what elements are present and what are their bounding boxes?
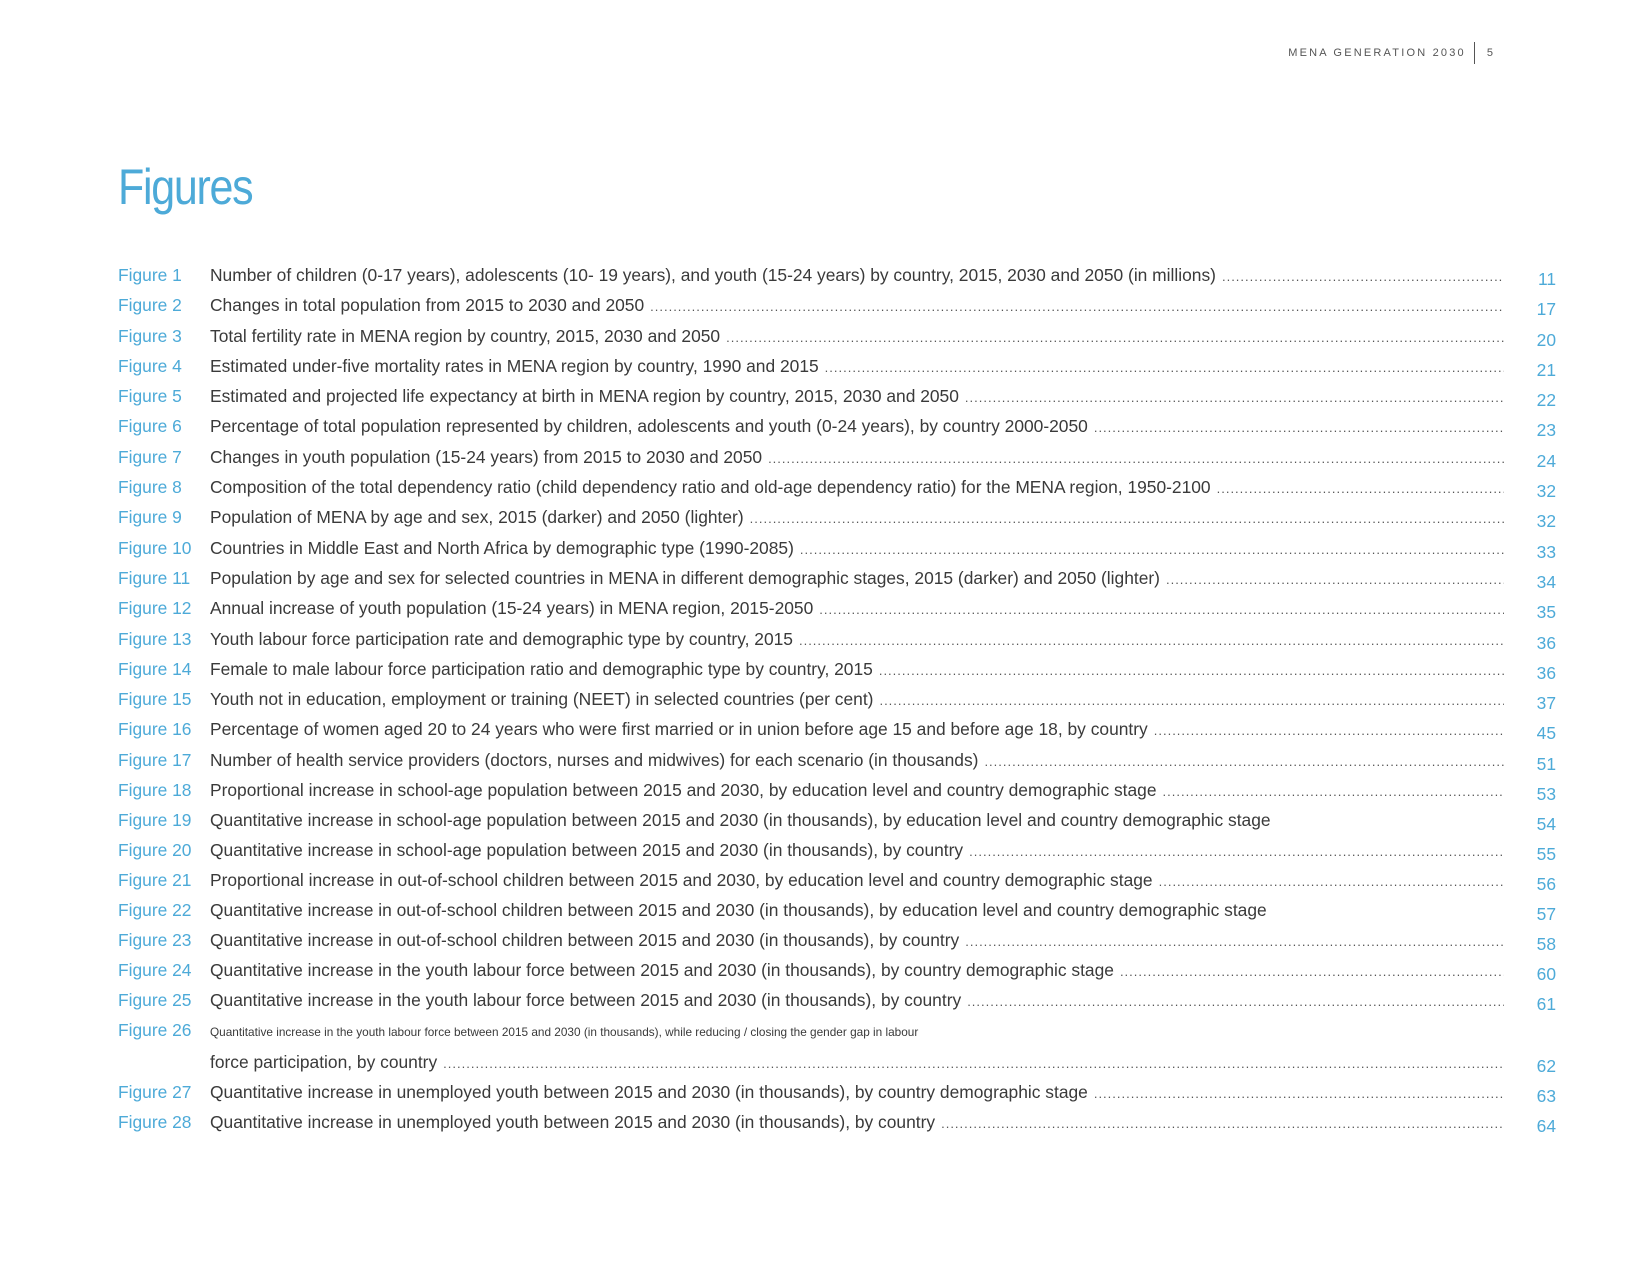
figure-title-wrap: [210, 322, 1504, 352]
figure-title: Percentage of women aged 20 to 24 years who were first married or in union before age 15 and before age 18, by country: [210, 719, 1148, 740]
figure-title-line-2: force participation, by country: [210, 1051, 438, 1072]
figure-page-number: 54: [1536, 814, 1556, 835]
figure-entry[interactable]: [118, 746, 1556, 776]
figure-title-line-1: Quantitative increase in the youth labour force between 2015 and 2030 (in thousands), while reducing / closing the gender gap in labour: [210, 1025, 919, 1040]
dot-leader: [1159, 867, 1504, 896]
dot-leader: [969, 837, 1504, 866]
figure-page-number: 20: [1536, 329, 1556, 350]
figure-page-number: 60: [1536, 963, 1556, 984]
figure-label: Figure 2: [118, 295, 182, 316]
figure-title-wrap: [210, 866, 1504, 896]
figure-entry[interactable]: [118, 836, 1556, 866]
publication-title: MENA GENERATION 2030: [1288, 47, 1466, 59]
header-divider: [1474, 42, 1475, 64]
dot-leader: [967, 987, 1504, 1016]
figure-label: Figure 12: [118, 598, 192, 619]
figure-title: Annual increase of youth population (15-24 years) in MENA region, 2015-2050: [210, 598, 814, 619]
figure-title-wrap: [210, 1108, 1504, 1138]
figure-label: Figure 28: [118, 1112, 192, 1133]
dot-leader: [1094, 413, 1504, 442]
figure-title: Youth labour force participation rate and demographic type by country, 2015: [210, 628, 793, 649]
figure-label: Figure 23: [118, 929, 192, 950]
figure-title-wrap: [210, 776, 1504, 806]
figure-label: Figure 22: [118, 900, 192, 921]
figure-title-wrap: [210, 291, 1504, 321]
figure-title-wrap: [210, 836, 1504, 866]
figure-entry[interactable]: [118, 443, 1556, 473]
running-header: [1288, 42, 1493, 64]
figure-page-number: 37: [1536, 693, 1556, 714]
figure-title: Proportional increase in out-of-school children between 2015 and 2030, by education level and country demographic stage: [210, 869, 1153, 890]
figure-title: Changes in youth population (15-24 years) from 2015 to 2030 and 2050: [210, 446, 763, 467]
figure-page-number: 17: [1536, 299, 1556, 320]
figure-title: Youth not in education, employment or training (NEET) in selected countries (per cent): [210, 689, 874, 710]
figure-label: Figure 15: [118, 689, 192, 710]
figure-title: Quantitative increase in unemployed youth between 2015 and 2030 (in thousands), by country: [210, 1112, 936, 1133]
figure-label: Figure 4: [118, 355, 182, 376]
figure-entry[interactable]: [118, 322, 1556, 352]
figure-label: Figure 16: [118, 719, 192, 740]
figure-entry[interactable]: [118, 806, 1556, 835]
figure-page-number: 57: [1536, 904, 1556, 925]
dot-leader: [965, 927, 1504, 956]
dot-leader: [825, 353, 1504, 382]
figure-page-number: 45: [1536, 723, 1556, 744]
dot-leader: [1154, 716, 1504, 745]
figure-title-wrap: [210, 806, 1504, 835]
dot-leader: [750, 504, 1504, 533]
figure-entry[interactable]: [118, 291, 1556, 321]
dot-leader: [1094, 1079, 1504, 1108]
figure-entry[interactable]: [118, 473, 1556, 503]
dot-leader: [965, 383, 1504, 412]
figure-title-wrap: [210, 896, 1504, 925]
figure-entry[interactable]: [118, 986, 1556, 1016]
figure-title-wrap: [210, 1078, 1504, 1108]
figure-page-number: 23: [1536, 420, 1556, 441]
dot-leader: [1217, 474, 1504, 503]
figure-title: Countries in Middle East and North Africa by demographic type (1990-2085): [210, 537, 794, 558]
figure-label: Figure 21: [118, 869, 192, 890]
figure-title-wrap: [210, 625, 1504, 655]
figure-label: Figure 20: [118, 839, 192, 860]
figure-entry[interactable]: [118, 685, 1556, 715]
figure-title: Total fertility rate in MENA region by country, 2015, 2030 and 2050: [210, 325, 721, 346]
figure-title: Composition of the total dependency ratio (child dependency ratio and old-age dependency ratio) for the MENA region, 1950-2100: [210, 477, 1211, 498]
figure-title: Female to male labour force participation ratio and demographic type by country, 2015: [210, 658, 873, 679]
dot-leader: [650, 292, 1504, 321]
dot-leader: [819, 595, 1504, 624]
figure-entry[interactable]: [118, 503, 1556, 533]
figure-page-number: 36: [1536, 662, 1556, 683]
figure-entry[interactable]: [118, 382, 1556, 412]
figure-title: Population by age and sex for selected countries in MENA in different demographic stages, 2015 (darker) and 2050 (lighter): [210, 567, 1160, 588]
figure-page-number: 34: [1536, 571, 1556, 592]
figure-page-number: 53: [1536, 784, 1556, 805]
figure-label: Figure 6: [118, 416, 182, 437]
figure-title: Quantitative increase in school-age population between 2015 and 2030 (in thousands), by education level and country demographic stage: [210, 810, 1271, 831]
dot-leader: [941, 1109, 1504, 1138]
figure-page-number: 32: [1536, 511, 1556, 532]
figure-label: Figure 8: [118, 477, 182, 498]
figure-page-number: 36: [1536, 632, 1556, 653]
figure-entry[interactable]: [118, 352, 1556, 382]
dot-leader: [800, 535, 1504, 564]
figure-title: Estimated and projected life expectancy at birth in MENA region by country, 2015, 2030 and 2050: [210, 386, 959, 407]
figure-title: Number of children (0-17 years), adolescents (10- 19 years), and youth (15-24 years) by country, 2015, 2030 and 2050 (in millions): [210, 265, 1216, 285]
dot-leader: [1166, 565, 1504, 594]
figure-page-number: 58: [1536, 933, 1556, 954]
dot-leader: [726, 323, 1504, 352]
figure-title: Quantitative increase in the youth labour force between 2015 and 2030 (in thousands), by country: [210, 990, 962, 1011]
figure-title-wrap: [210, 655, 1504, 685]
dot-leader: [443, 1049, 1504, 1078]
figure-entry[interactable]: [118, 1078, 1556, 1108]
dot-leader: [1120, 957, 1504, 986]
figure-label: Figure 5: [118, 386, 182, 407]
figure-title-wrap: [210, 261, 1504, 291]
figure-page-number: 32: [1536, 481, 1556, 502]
figure-entry[interactable]: [118, 564, 1556, 594]
figure-entry[interactable]: [118, 776, 1556, 806]
figure-page-number: 24: [1536, 450, 1556, 471]
page-title: Figures: [118, 159, 253, 215]
figure-page-number: 61: [1536, 994, 1556, 1015]
figure-page-number: 56: [1536, 873, 1556, 894]
figure-page-number: 62: [1536, 1055, 1556, 1076]
figure-page-number: 51: [1536, 753, 1556, 774]
figure-label: Figure 19: [118, 810, 192, 831]
figure-label: Figure 3: [118, 325, 182, 346]
figure-label: Figure 9: [118, 507, 182, 528]
figure-title-wrap: [210, 503, 1504, 533]
figures-list: [118, 261, 1556, 1139]
figure-page-number: 22: [1536, 390, 1556, 411]
figure-title-wrap: [210, 382, 1504, 412]
figure-title: Quantitative increase in out-of-school children between 2015 and 2030 (in thousands), by education level and country demographic stage: [210, 900, 1267, 921]
figure-label: Figure 14: [118, 658, 192, 679]
figure-page-number: 35: [1536, 602, 1556, 623]
figure-title: Number of health service providers (doctors, nurses and midwives) for each scenario (in thousands): [210, 749, 979, 770]
figure-page-number: 55: [1536, 843, 1556, 864]
figure-title-wrap: [210, 412, 1504, 442]
figure-title-wrap: [210, 534, 1504, 564]
figure-title: Quantitative increase in out-of-school children between 2015 and 2030 (in thousands), by country: [210, 929, 960, 950]
figure-title-wrap: [210, 986, 1504, 1016]
figure-entry[interactable]: [118, 956, 1556, 986]
figure-title: Quantitative increase in the youth labour force between 2015 and 2030 (in thousands), by country demographic stage: [210, 959, 1114, 980]
figure-label: Figure 11: [118, 567, 191, 588]
figure-page-number: 64: [1536, 1116, 1556, 1137]
figure-label: Figure 24: [118, 959, 192, 980]
figure-title: Quantitative increase in unemployed youth between 2015 and 2030 (in thousands), by country demographic stage: [210, 1082, 1088, 1103]
figure-title: Quantitative increase in school-age population between 2015 and 2030 (in thousands), by country: [210, 839, 964, 860]
figure-label: Figure 18: [118, 780, 192, 801]
figure-entry[interactable]: [118, 1108, 1556, 1138]
figure-page-number: 11: [1537, 269, 1556, 289]
figure-entry[interactable]: [118, 261, 1556, 291]
figure-title-wrap: [210, 564, 1504, 594]
figure-title-wrap: [210, 956, 1504, 986]
figure-entry[interactable]: [118, 534, 1556, 564]
figure-entry[interactable]: [118, 1016, 1556, 1078]
figure-entry[interactable]: [118, 866, 1556, 896]
figure-page-number: 63: [1536, 1086, 1556, 1107]
dot-leader: [879, 656, 1504, 685]
figure-entry[interactable]: [118, 412, 1556, 442]
figure-title: Proportional increase in school-age population between 2015 and 2030, by education level and country demographic stage: [210, 780, 1157, 801]
figure-label: Figure 27: [118, 1082, 192, 1103]
figure-title: Estimated under-five mortality rates in MENA region by country, 1990 and 2015: [210, 355, 819, 376]
figure-entry[interactable]: [118, 715, 1556, 745]
figure-title-wrap: [210, 1048, 1504, 1078]
figure-title-wrap: [210, 352, 1504, 382]
dot-leader: [879, 686, 1504, 715]
figure-title-wrap: [210, 685, 1504, 715]
figure-title-wrap: [210, 715, 1504, 745]
figure-entry[interactable]: [118, 625, 1556, 655]
figure-title-wrap: [210, 594, 1504, 624]
dot-leader: [768, 444, 1504, 473]
figure-page-number: 33: [1536, 541, 1556, 562]
figure-label: Figure 1: [118, 265, 182, 285]
dot-leader: [1222, 262, 1504, 291]
figure-entry[interactable]: [118, 655, 1556, 685]
figure-label: Figure 26: [118, 1020, 192, 1041]
figure-label: Figure 13: [118, 628, 192, 649]
figure-title-wrap: [210, 473, 1504, 503]
figure-entry[interactable]: [118, 594, 1556, 624]
figure-title-wrap: [210, 746, 1504, 776]
page-number: 5: [1486, 47, 1493, 59]
dot-leader: [984, 747, 1504, 776]
figure-page-number: 21: [1536, 359, 1556, 380]
figure-title: Population of MENA by age and sex, 2015 (darker) and 2050 (lighter): [210, 507, 744, 528]
figure-title: Percentage of total population represented by children, adolescents and youth (0-24 years), by country 2000-2050: [210, 416, 1088, 437]
figure-title-wrap: [210, 443, 1504, 473]
figure-title-wrap: [210, 926, 1504, 956]
figure-entry[interactable]: [118, 926, 1556, 956]
figure-title: Changes in total population from 2015 to 2030 and 2050: [210, 295, 645, 316]
dot-leader: [799, 626, 1504, 655]
figure-label: Figure 7: [118, 446, 182, 467]
dot-leader: [1163, 777, 1504, 806]
figure-label: Figure 17: [118, 749, 192, 770]
figure-entry[interactable]: [118, 896, 1556, 925]
figure-label: Figure 10: [118, 537, 192, 558]
figure-label: Figure 25: [118, 990, 192, 1011]
